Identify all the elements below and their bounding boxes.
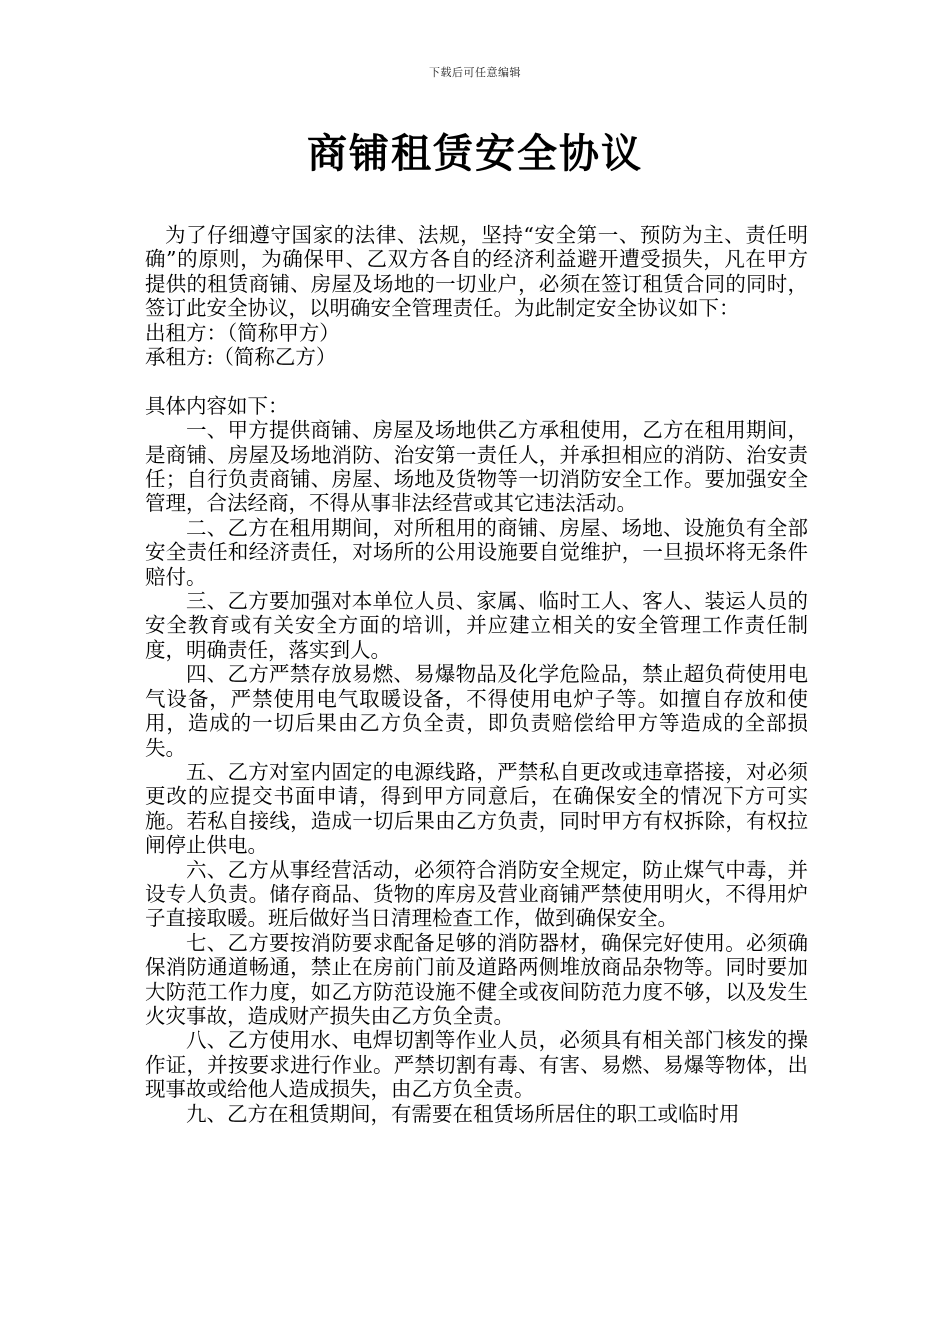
clause-2: 二、乙方在租用期间，对所租用的商铺、房屋、场地、设施负有全部安全责任和经济责任，对场所的公用设施要自觉维护，一旦损坏将无条件赔付。 bbox=[145, 515, 808, 589]
document-title: 商铺租赁安全协议 bbox=[307, 130, 643, 177]
intro-paragraph: 为了仔细遵守国家的法律、法规，坚持“安全第一、预防为主、责任明确”的原则，为确保甲、乙双方各自的经济利益避开遭受损失，凡在甲方提供的租赁商铺、房屋及场地的一切业户，必须在签订租赁合同的同时，签订此安全协议，以明确安全管理责任。为此制定安全协议如下： bbox=[145, 223, 808, 321]
clause-6: 六、乙方从事经营活动，必须符合消防安全规定，防止煤气中毒，并设专人负责。储存商品、货物的库房及营业商铺严禁使用明火，不得用炉子直接取暖。班后做好当日清理检查工作，做到确保安全。 bbox=[145, 857, 808, 931]
content-heading: 具体内容如下： bbox=[145, 393, 289, 418]
document-body bbox=[145, 223, 808, 1126]
blank-line bbox=[145, 369, 808, 393]
lessee-line: 承租方:（简称乙方） bbox=[145, 345, 337, 370]
clause-8: 八、乙方使用水、电焊切割等作业人员，必须具有相关部门核发的操作证，并按要求进行作业。严禁切割有毒、有害、易燃、易爆等物体，出现事故或给他人造成损失，由乙方负全责。 bbox=[145, 1028, 808, 1102]
clause-5: 五、乙方对室内固定的电源线路，严禁私自更改或违章搭接，对必须更改的应提交书面申请，得到甲方同意后，在确保安全的情况下方可实施。若私自接线，造成一切后果由乙方负责，同时甲方有权拆除，有权拉闸停止供电。 bbox=[145, 759, 808, 858]
header-note: 下载后可任意编辑 bbox=[429, 66, 521, 79]
clause-3: 三、乙方要加强对本单位人员、家属、临时工人、客人、装运人员的安全教育或有关安全方面的培训，并应建立相关的安全管理工作责任制度，明确责任，落实到人。 bbox=[145, 589, 808, 662]
clause-7: 七、乙方要按消防要求配备足够的消防器材，确保完好使用。必须确保消防通道畅通，禁止在房前门前及道路两侧堆放商品杂物等。同时要加大防范工作力度，如乙方防范设施不健全或夜间防范力度不够，以及发生火灾事故，造成财产损失由乙方负全责。 bbox=[145, 930, 808, 1028]
clause-4: 四、乙方严禁存放易燃、易爆物品及化学危险品，禁止超负荷使用电气设备，严禁使用电气取暖设备，不得使用电炉子等。如擅自存放和使用，造成的一切后果由乙方负全责，即负责赔偿给甲方等造成的全部损失。 bbox=[145, 662, 808, 760]
lessor-line: 出租方：（简称甲方） bbox=[145, 320, 340, 345]
clause-9: 九、乙方在租赁期间，有需要在租赁场所居住的职工或临时用 bbox=[186, 1101, 740, 1126]
clause-1: 一、甲方提供商铺、房屋及场地供乙方承租使用，乙方在租用期间，是商铺、房屋及场地消防、治安第一责任人，并承担相应的消防、治安责任；自行负责商铺、房屋、场地及货物等一切消防安全工作。要加强安全管理，合法经商，不得从事非法经营或其它违法活动。 bbox=[145, 418, 808, 516]
